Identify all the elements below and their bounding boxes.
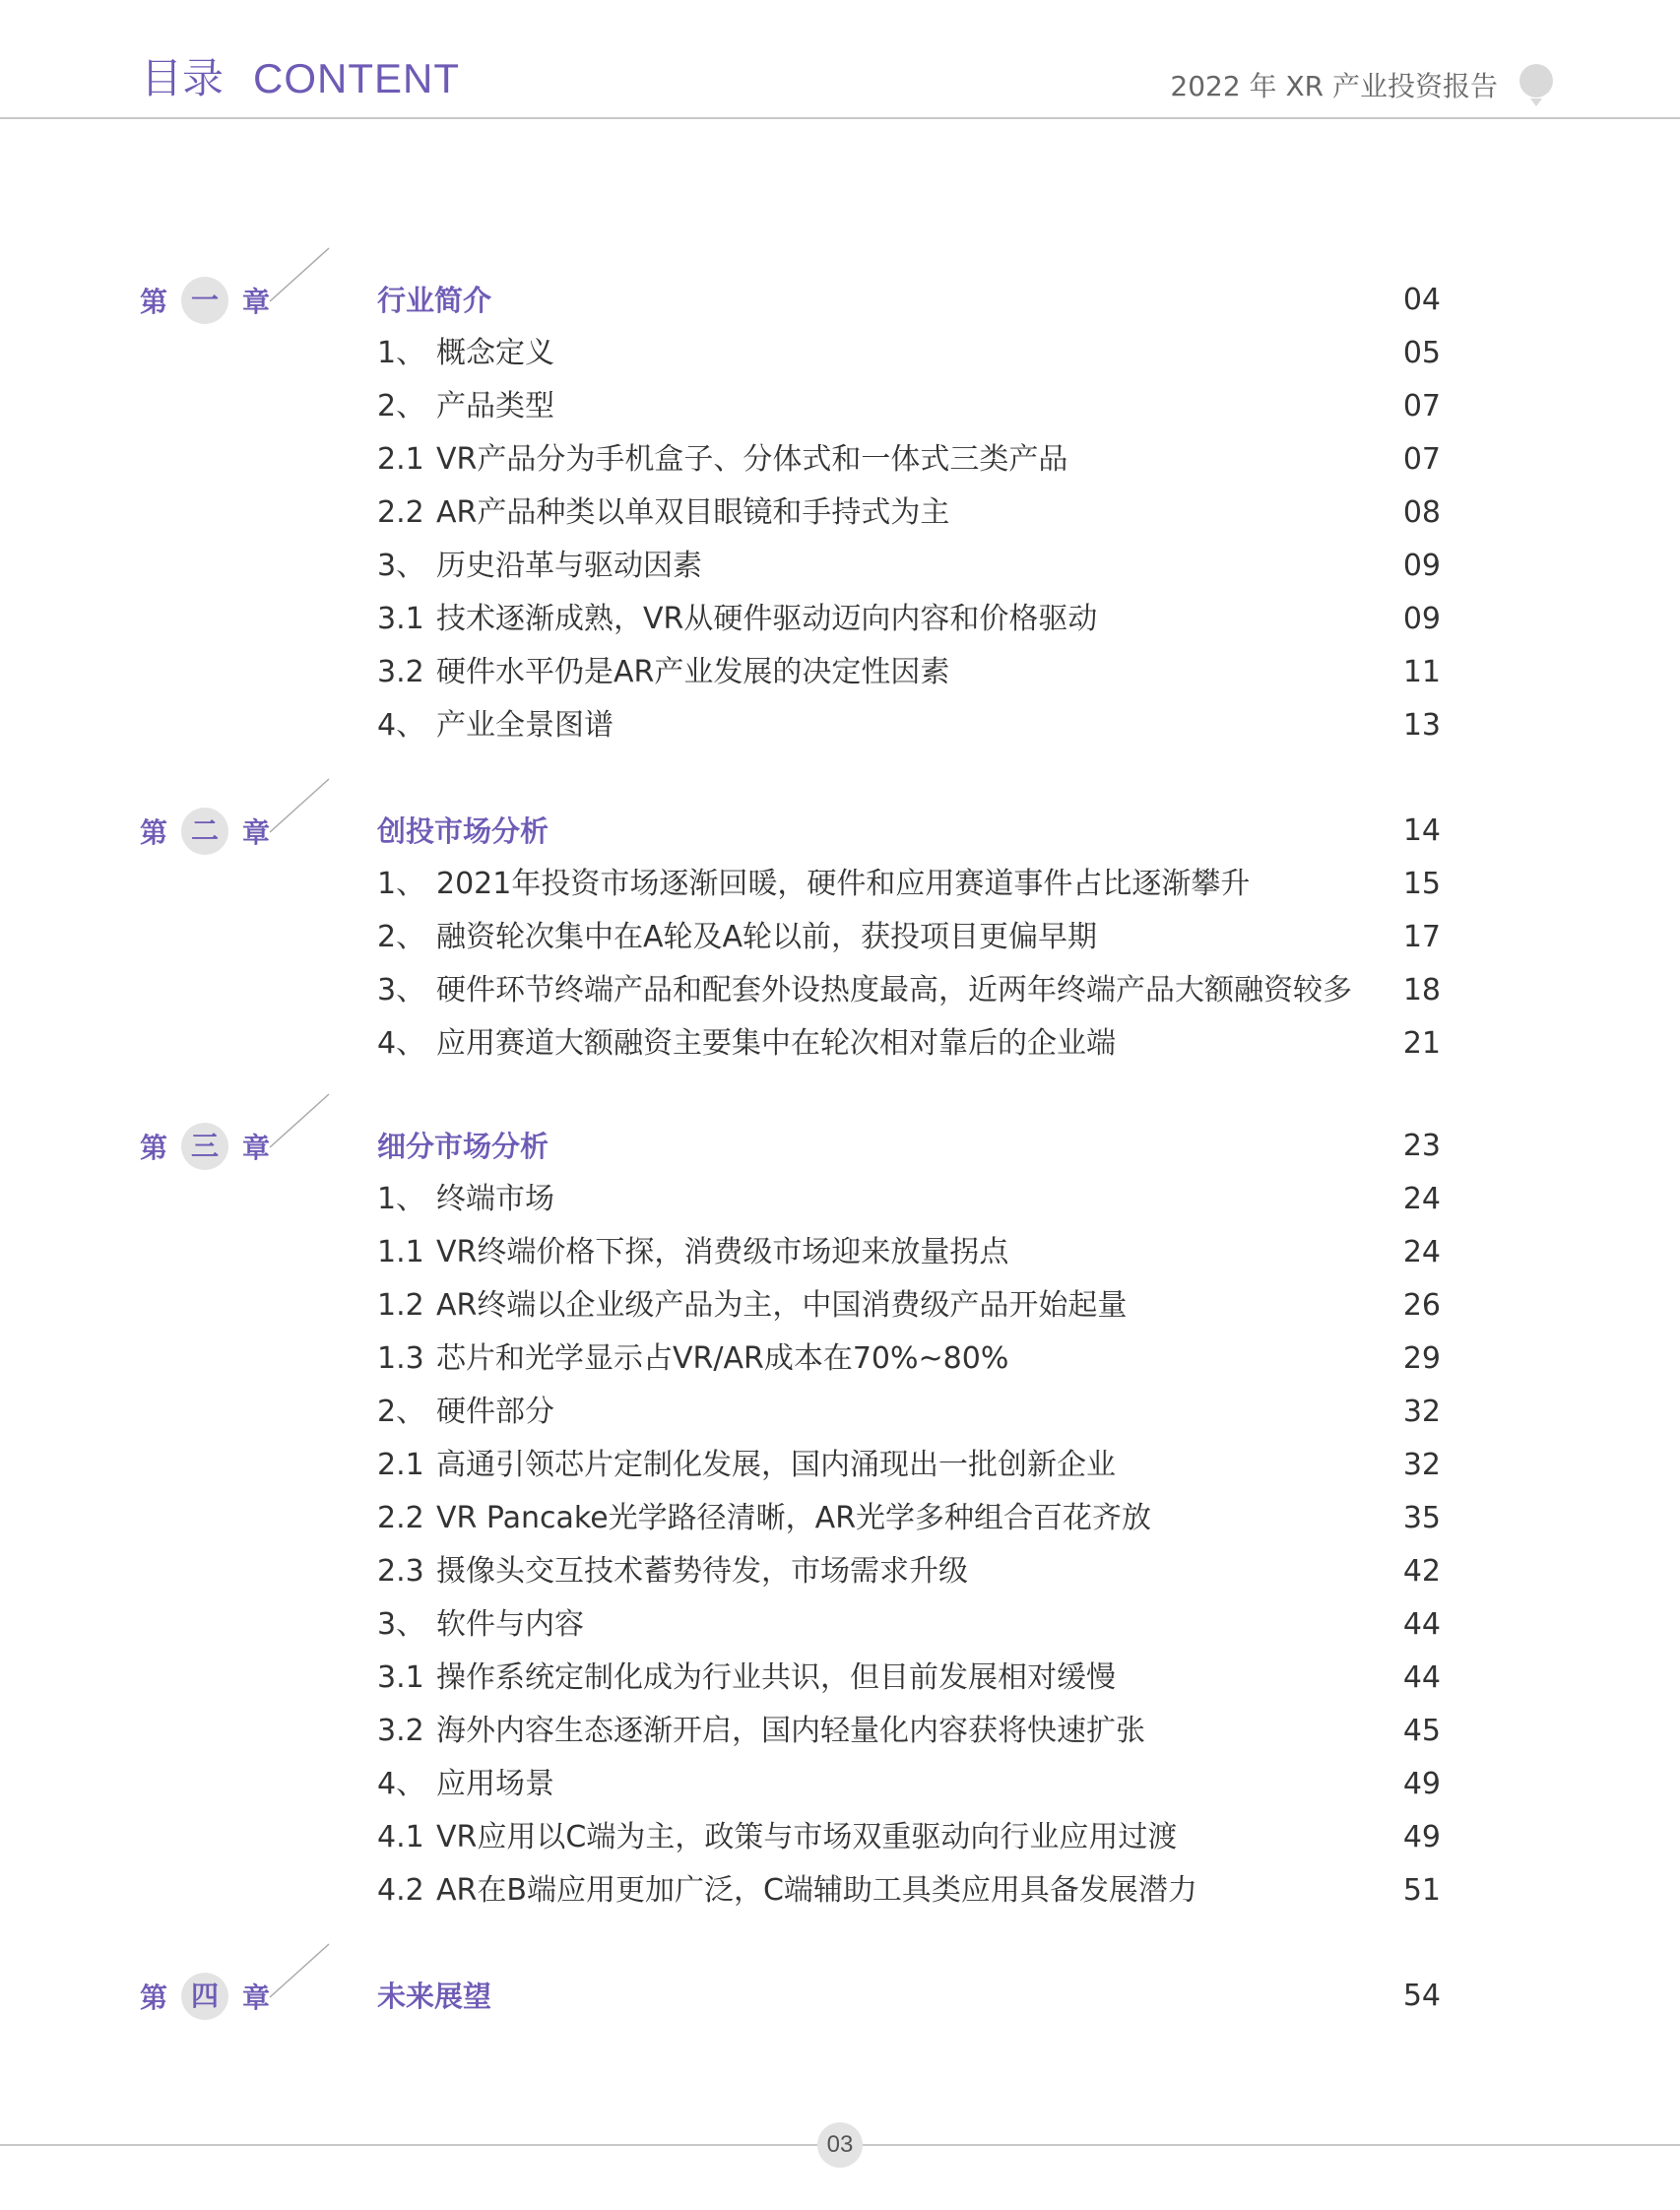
page-number: 49 xyxy=(1402,1767,1441,1801)
page-number: 24 xyxy=(1402,1235,1441,1269)
page-number: 45 xyxy=(1402,1714,1441,1748)
toc-entry[interactable] xyxy=(377,1811,1441,1864)
page-number: 08 xyxy=(1402,495,1441,530)
entry-text: 软件与内容 xyxy=(436,1607,584,1642)
entry-text: 应用赛道大额融资主要集中在轮次相对靠后的企业端 xyxy=(436,1026,1116,1061)
chapter-label-prefix: 第 xyxy=(140,286,168,318)
chapter-heading[interactable] xyxy=(377,274,1441,327)
entry-number: 3.1 xyxy=(377,602,424,636)
entry-number: 2.3 xyxy=(377,1554,424,1589)
entry-number: 3、 xyxy=(377,1607,426,1642)
toc-entry[interactable] xyxy=(377,380,1441,433)
page-number: 23 xyxy=(1402,1129,1441,1163)
chapter-title: 行业简介 xyxy=(377,284,492,317)
entry-number: 4.2 xyxy=(377,1873,424,1908)
entry-number: 3、 xyxy=(377,549,426,583)
toc-entry[interactable] xyxy=(377,327,1441,380)
entry-text: 融资轮次集中在A轮及A轮以前，获投项目更偏早期 xyxy=(436,920,1098,954)
entry-text: 硬件水平仍是AR产业发展的决定性因素 xyxy=(436,655,950,689)
chapter-heading[interactable] xyxy=(377,805,1441,858)
entry-text: 概念定义 xyxy=(436,336,554,370)
toc-entry[interactable] xyxy=(377,646,1441,699)
chapter-heading[interactable] xyxy=(377,1970,1441,2023)
entry-text: VR产品分为手机盒子、分体式和一体式三类产品 xyxy=(436,442,1068,477)
entry-text: 产品类型 xyxy=(436,389,554,423)
page-number: 17 xyxy=(1402,920,1441,954)
page-number: 05 xyxy=(1402,336,1441,370)
entry-text: 摄像头交互技术蓄势待发，市场需求升级 xyxy=(436,1554,968,1589)
chapter-label-suffix: 章 xyxy=(242,1132,271,1164)
entry-text: VR Pancake光学路径清晰，AR光学多种组合百花齐放 xyxy=(436,1501,1152,1535)
slash-divider-icon xyxy=(268,1940,331,2029)
toc-entry[interactable] xyxy=(377,911,1441,964)
chapter-label-prefix: 第 xyxy=(140,1132,168,1164)
toc-entry[interactable] xyxy=(377,487,1441,540)
entry-number: 3.2 xyxy=(377,1714,424,1748)
page-title xyxy=(141,49,460,108)
entry-text: 技术逐渐成熟，VR从硬件驱动迈向内容和价格驱动 xyxy=(436,602,1098,636)
toc-entry[interactable] xyxy=(377,1279,1441,1332)
chapter-number-badge: 四 xyxy=(181,1973,228,2020)
entry-text: 芯片和光学显示占VR/AR成本在70%~80% xyxy=(436,1341,1009,1376)
chapter-label-suffix: 章 xyxy=(242,816,271,849)
entry-number: 2、 xyxy=(377,920,426,954)
page-number: 54 xyxy=(1402,1979,1441,2013)
toc-entry[interactable] xyxy=(377,1332,1441,1386)
header-divider xyxy=(0,117,1680,119)
toc-entry[interactable] xyxy=(377,858,1441,911)
toc-entry[interactable] xyxy=(377,1598,1441,1652)
entry-number: 4、 xyxy=(377,1767,426,1801)
page-number: 49 xyxy=(1402,1820,1441,1854)
toc-entry[interactable] xyxy=(377,593,1441,646)
entry-number: 3.2 xyxy=(377,655,424,689)
entry-number: 4.1 xyxy=(377,1820,424,1854)
page-number: 24 xyxy=(1402,1182,1441,1216)
chapter-label xyxy=(140,805,270,858)
page-number: 51 xyxy=(1402,1873,1441,1908)
entry-text: 硬件部分 xyxy=(436,1395,554,1429)
page-number: 04 xyxy=(1402,283,1441,317)
toc-entry[interactable] xyxy=(377,1017,1441,1071)
page-number: 18 xyxy=(1402,973,1441,1008)
chapter-number-badge: 一 xyxy=(181,277,228,324)
entry-number: 1、 xyxy=(377,867,426,901)
entry-text: 终端市场 xyxy=(436,1182,554,1216)
entry-text: 硬件环节终端产品和配套外设热度最高，近两年终端产品大额融资较多 xyxy=(436,973,1352,1008)
chapter-label-prefix: 第 xyxy=(140,1982,168,2014)
entry-number: 1.3 xyxy=(377,1341,424,1376)
chapter-title: 细分市场分析 xyxy=(377,1130,549,1163)
entry-number: 2.1 xyxy=(377,1448,424,1482)
chapter-heading[interactable] xyxy=(377,1120,1441,1173)
chapter-title: 未来展望 xyxy=(377,1980,492,2013)
toc-entry[interactable] xyxy=(377,1705,1441,1758)
entry-number: 1、 xyxy=(377,336,426,370)
page-number: 32 xyxy=(1402,1395,1441,1429)
page-number: 09 xyxy=(1402,602,1441,636)
page-number: 07 xyxy=(1402,389,1441,423)
page-number: 26 xyxy=(1402,1288,1441,1323)
toc-entry[interactable] xyxy=(377,1758,1441,1811)
entry-text: 历史沿革与驱动因素 xyxy=(436,549,702,583)
entry-number: 4、 xyxy=(377,708,426,743)
chapter-label xyxy=(140,274,270,327)
toc-entry[interactable] xyxy=(377,699,1441,752)
page-number: 44 xyxy=(1402,1660,1441,1695)
toc-entry[interactable] xyxy=(377,1386,1441,1439)
entry-number: 1.1 xyxy=(377,1235,424,1269)
entry-number: 1、 xyxy=(377,1182,426,1216)
entry-text: 高通引领芯片定制化发展，国内涌现出一批创新企业 xyxy=(436,1448,1116,1482)
page-number: 07 xyxy=(1402,442,1441,477)
chapter-label xyxy=(140,1120,270,1173)
page-title-en: CONTENT xyxy=(253,55,461,101)
page-number: 42 xyxy=(1402,1554,1441,1589)
slash-divider-icon xyxy=(268,244,331,333)
chapter-number-badge: 二 xyxy=(181,808,228,855)
toc-entry[interactable] xyxy=(377,1864,1441,1918)
page-number: 35 xyxy=(1402,1501,1441,1535)
page-number: 15 xyxy=(1402,867,1441,901)
entry-text: 操作系统定制化成为行业共识，但目前发展相对缓慢 xyxy=(436,1660,1116,1695)
balloon-icon xyxy=(1517,63,1556,108)
page-number: 29 xyxy=(1402,1341,1441,1376)
entry-number: 2、 xyxy=(377,389,426,423)
entry-number: 1.2 xyxy=(377,1288,424,1323)
slash-divider-icon xyxy=(268,1090,331,1179)
toc-entry[interactable] xyxy=(377,433,1441,487)
entry-text: AR终端以企业级产品为主，中国消费级产品开始起量 xyxy=(436,1288,1128,1323)
toc-entry[interactable] xyxy=(377,1492,1441,1545)
entry-text: AR在B端应用更加广泛，C端辅助工具类应用具备发展潜力 xyxy=(436,1873,1197,1908)
entry-number: 3.1 xyxy=(377,1660,424,1695)
entry-number: 2.2 xyxy=(377,1501,424,1535)
footer-page-number: 03 xyxy=(817,2122,863,2168)
toc-entry[interactable] xyxy=(377,1173,1441,1226)
entry-text: VR应用以C端为主，政策与市场双重驱动向行业应用过渡 xyxy=(436,1820,1178,1854)
toc-entry[interactable] xyxy=(377,964,1441,1017)
entry-number: 2.2 xyxy=(377,495,424,530)
toc-entry[interactable] xyxy=(377,540,1441,593)
page-number: 14 xyxy=(1402,813,1441,848)
entry-text: 产业全景图谱 xyxy=(436,708,614,743)
entry-number: 3、 xyxy=(377,973,426,1008)
page-number: 32 xyxy=(1402,1448,1441,1482)
entry-text: 2021年投资市场逐渐回暖，硬件和应用赛道事件占比逐渐攀升 xyxy=(436,867,1251,901)
page-number: 09 xyxy=(1402,549,1441,583)
toc-entry[interactable] xyxy=(377,1545,1441,1598)
entry-number: 2.1 xyxy=(377,442,424,477)
page-number: 21 xyxy=(1402,1026,1441,1061)
page-number: 11 xyxy=(1402,655,1441,689)
entry-number: 4、 xyxy=(377,1026,426,1061)
entry-number: 2、 xyxy=(377,1395,426,1429)
chapter-label xyxy=(140,1970,270,2023)
toc-entry[interactable] xyxy=(377,1652,1441,1705)
page-number: 13 xyxy=(1402,708,1441,743)
chapter-label-prefix: 第 xyxy=(140,816,168,849)
entry-text: AR产品种类以单双目眼镜和手持式为主 xyxy=(436,495,950,530)
chapter-title: 创投市场分析 xyxy=(377,814,549,848)
slash-divider-icon xyxy=(268,775,331,864)
page-number: 44 xyxy=(1402,1607,1441,1642)
entry-text: 海外内容生态逐渐开启，国内轻量化内容获将快速扩张 xyxy=(436,1714,1145,1748)
chapter-label-suffix: 章 xyxy=(242,286,271,318)
report-title: 2022 年 XR 产业投资报告 xyxy=(1170,70,1498,102)
entry-text: 应用场景 xyxy=(436,1767,554,1801)
toc-entry[interactable] xyxy=(377,1226,1441,1279)
page-title-cn: 目录 xyxy=(141,54,225,102)
chapter-number-badge: 三 xyxy=(181,1123,228,1170)
entry-text: VR终端价格下探，消费级市场迎来放量拐点 xyxy=(436,1235,1009,1269)
chapter-label-suffix: 章 xyxy=(242,1982,271,2014)
toc-entry[interactable] xyxy=(377,1439,1441,1492)
